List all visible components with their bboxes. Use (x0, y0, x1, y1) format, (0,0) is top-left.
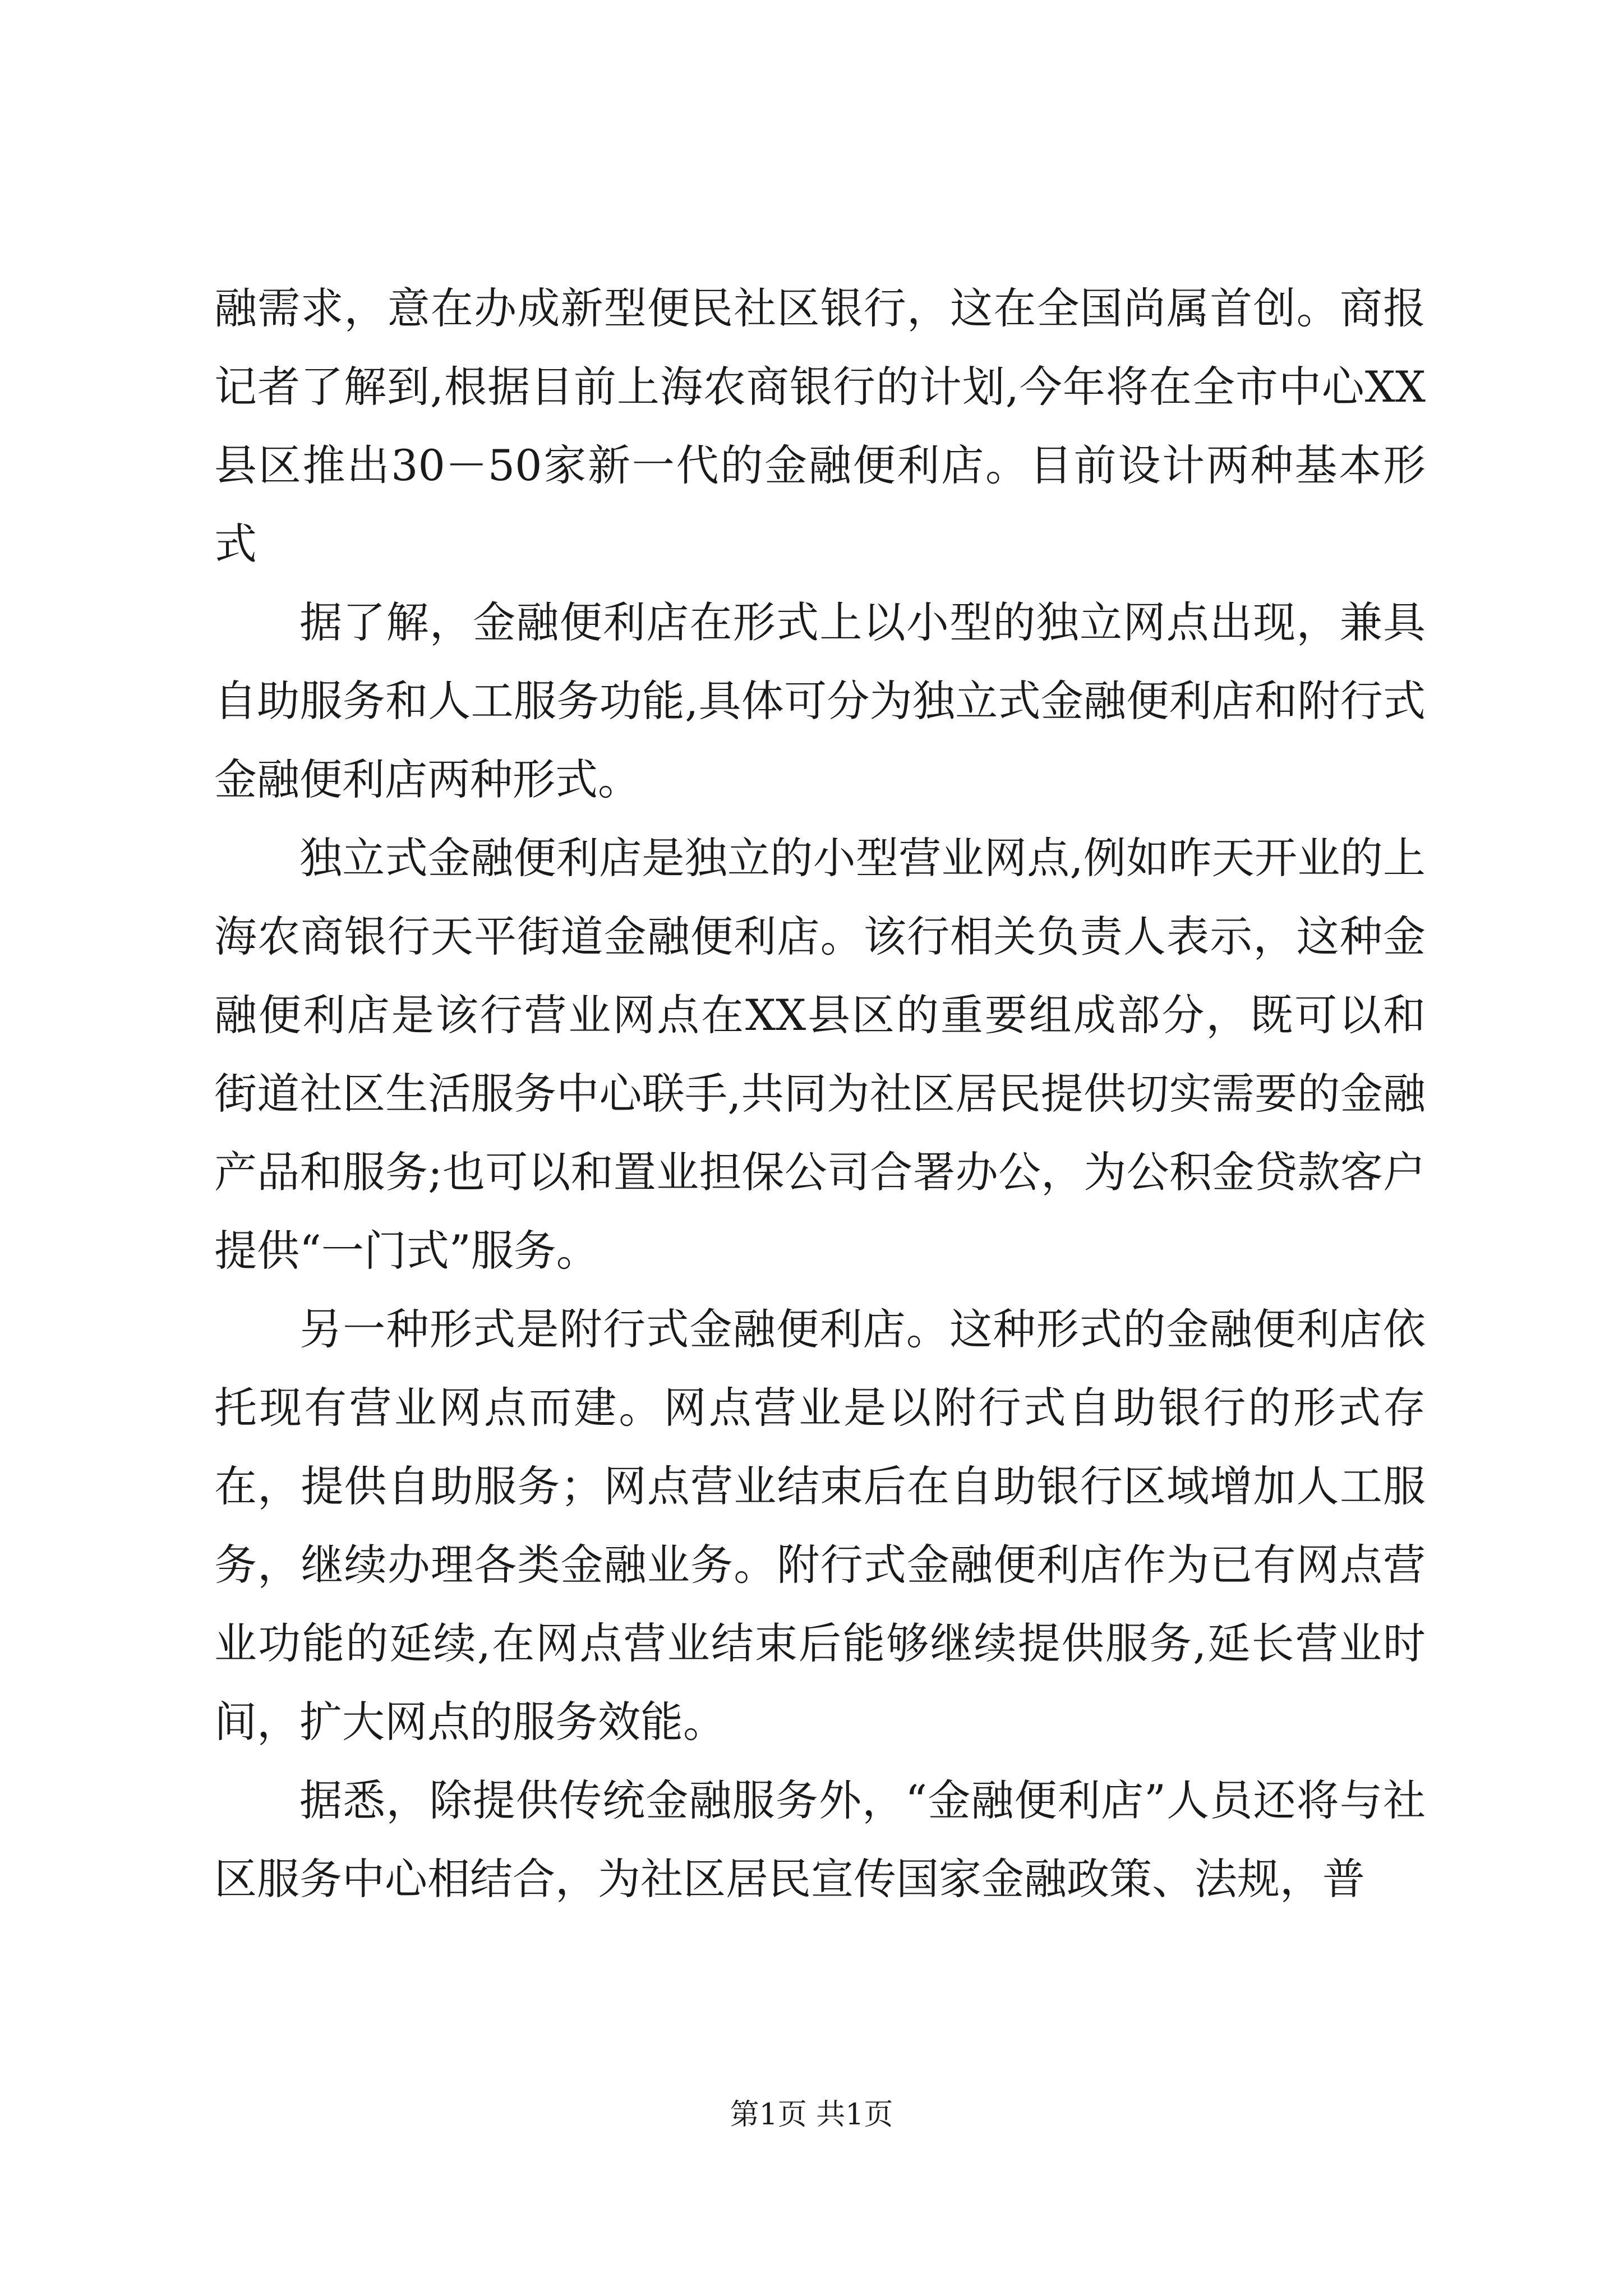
paragraph-4: 另一种形式是附行式金融便利店。这种形式的金融便利店依托现有营业网点而建。网点营业是以附行式自助银行的形式存在，提供自助服务；网点营业结束后在自助银行区域增加人工服务，继续办理各类金融业务。附行式金融便利店作为已有网点营业功能的延续,在网点营业结束后能够继续提供服务,延长营业时间，扩大网点的服务效能。 (214, 1304, 1426, 1747)
paragraph-1: 融需求，意在办成新型便民社区银行，这在全国尚属首创。商报记者了解到,根据目前上海农商银行的计划,今年将在全市中心XX县区推出30－50家新一代的金融便利店。目前设计两种基本形式 (214, 283, 1426, 569)
paragraph-3: 独立式金融便利店是独立的小型营业网点,例如昨天开业的上海农商银行天平街道金融便利店。该行相关负责人表示，这种金融便利店是该行营业网点在XX县区的重要组成部分，既可以和街道社区生活服务中心联手,共同为社区居民提供切实需要的金融产品和服务;也可以和置业担保公司合署办公，为公积金贷款客户提供“一门式”服务。 (214, 833, 1426, 1276)
page-footer: 第1页 共1页 (730, 2098, 893, 2132)
paragraph-2: 据了解，金融便利店在形式上以小型的独立网点出现，兼具自助服务和人工服务功能,具体可分为独立式金融便利店和附行式金融便利店两种形式。 (214, 597, 1426, 804)
document-body (214, 269, 1426, 1918)
paragraph-5: 据悉，除提供传统金融服务外，“金融便利店”人员还将与社区服务中心相结合，为社区居民宣传国家金融政策、法规，普 (214, 1775, 1426, 1904)
